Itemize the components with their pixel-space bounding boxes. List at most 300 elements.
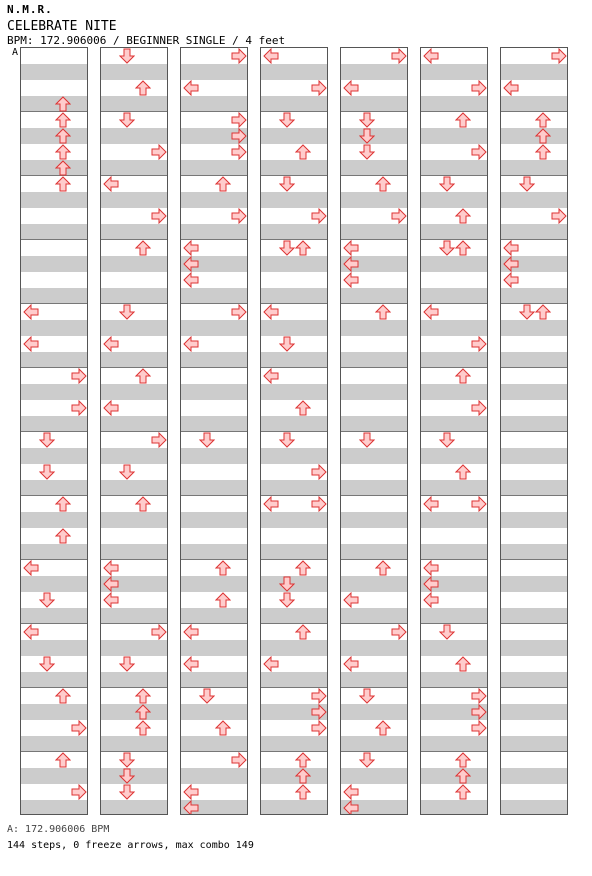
up-arrow-icon [535,304,551,320]
right-arrow-icon [311,208,327,224]
up-arrow-icon [535,112,551,128]
measure-line [21,239,87,240]
beat-band [261,192,327,208]
up-arrow-icon [55,128,71,144]
beat-band [21,480,87,496]
up-arrow-icon [135,368,151,384]
beat-band [101,704,167,720]
beat-band [421,800,487,815]
up-arrow-icon [455,784,471,800]
right-arrow-icon [471,80,487,96]
up-arrow-icon [375,176,391,192]
beat-band [501,416,567,432]
down-arrow-icon [439,624,455,640]
left-arrow-icon [343,240,359,256]
right-arrow-icon [231,144,247,160]
beat-band [101,416,167,432]
beat-band [261,416,327,432]
up-arrow-icon [455,368,471,384]
right-arrow-icon [311,496,327,512]
left-arrow-icon [183,256,199,272]
beat-band [501,160,567,176]
up-arrow-icon [135,720,151,736]
beat-band [341,416,407,432]
left-arrow-icon [423,560,439,576]
down-arrow-icon [119,112,135,128]
beat-band [181,608,247,624]
beat-band [501,544,567,560]
beat-band [21,192,87,208]
left-arrow-icon [23,304,39,320]
measure-line [501,367,567,368]
down-arrow-icon [519,176,535,192]
right-arrow-icon [151,624,167,640]
right-arrow-icon [71,400,87,416]
right-arrow-icon [311,688,327,704]
beat-band [341,64,407,80]
left-arrow-icon [423,576,439,592]
left-arrow-icon [183,80,199,96]
beat-band [261,160,327,176]
footer-stats: 144 steps, 0 freeze arrows, max combo 149 [7,840,254,851]
up-arrow-icon [55,112,71,128]
right-arrow-icon [471,144,487,160]
up-arrow-icon [295,240,311,256]
measure-line [21,111,87,112]
right-arrow-icon [391,48,407,64]
down-arrow-icon [439,176,455,192]
up-arrow-icon [55,752,71,768]
beat-band [261,352,327,368]
up-arrow-icon [455,464,471,480]
beat-band [101,256,167,272]
down-arrow-icon [359,688,375,704]
measure-line [341,559,407,560]
beat-band [21,672,87,688]
down-arrow-icon [439,432,455,448]
beat-band [501,448,567,464]
beat-band [421,768,487,784]
right-arrow-icon [471,336,487,352]
chart-column [260,47,328,815]
right-arrow-icon [471,496,487,512]
right-arrow-icon [471,688,487,704]
song-artist: N.M.R. [7,3,53,16]
up-arrow-icon [55,688,71,704]
left-arrow-icon [103,576,119,592]
down-arrow-icon [279,432,295,448]
right-arrow-icon [231,128,247,144]
left-arrow-icon [183,656,199,672]
beat-band [501,192,567,208]
beat-band [261,96,327,112]
beat-band [421,160,487,176]
beat-band [261,512,327,528]
beat-band [181,192,247,208]
left-arrow-icon [183,624,199,640]
measure-line [501,111,567,112]
beat-band [21,608,87,624]
up-arrow-icon [55,496,71,512]
beat-band [21,224,87,240]
down-arrow-icon [279,176,295,192]
beat-band [21,416,87,432]
left-arrow-icon [183,784,199,800]
left-arrow-icon [103,592,119,608]
beat-band [101,608,167,624]
down-arrow-icon [359,144,375,160]
measure-line [501,495,567,496]
beat-band [181,224,247,240]
measure-line [501,431,567,432]
chart-column [20,47,88,815]
right-arrow-icon [311,464,327,480]
down-arrow-icon [39,464,55,480]
beat-band [21,320,87,336]
measure-line [101,495,167,496]
up-arrow-icon [535,128,551,144]
left-arrow-icon [343,272,359,288]
up-arrow-icon [455,768,471,784]
left-arrow-icon [343,80,359,96]
left-arrow-icon [263,496,279,512]
measure-line [421,111,487,112]
beat-band [341,576,407,592]
down-arrow-icon [279,240,295,256]
down-arrow-icon [359,752,375,768]
beat-band [501,384,567,400]
beat-band [421,320,487,336]
left-arrow-icon [423,592,439,608]
left-arrow-icon [263,656,279,672]
right-arrow-icon [151,144,167,160]
measure-line [181,559,247,560]
right-arrow-icon [71,368,87,384]
left-arrow-icon [343,256,359,272]
left-arrow-icon [103,176,119,192]
left-arrow-icon [343,784,359,800]
up-arrow-icon [295,144,311,160]
beat-band [181,576,247,592]
measure-line [501,687,567,688]
left-arrow-icon [343,592,359,608]
up-arrow-icon [535,144,551,160]
beat-band [261,320,327,336]
up-arrow-icon [295,768,311,784]
measure-line [101,239,167,240]
beat-band [21,800,87,815]
footer-bpm: A: 172.906006 BPM [7,824,110,835]
up-arrow-icon [215,592,231,608]
beat-band [181,96,247,112]
beat-band [101,160,167,176]
down-arrow-icon [359,432,375,448]
beat-band [21,544,87,560]
beat-band [21,64,87,80]
beat-band [501,768,567,784]
beat-band [181,480,247,496]
beat-band [101,640,167,656]
beat-band [181,416,247,432]
beat-band [341,512,407,528]
down-arrow-icon [279,112,295,128]
beat-band [261,640,327,656]
beat-band [261,736,327,752]
beat-band [181,640,247,656]
beat-band [101,192,167,208]
measure-line [21,175,87,176]
beat-band [181,160,247,176]
beat-band [421,608,487,624]
down-arrow-icon [119,48,135,64]
up-arrow-icon [455,112,471,128]
beat-band [21,768,87,784]
beat-band [261,672,327,688]
beat-band [501,224,567,240]
beat-band [261,128,327,144]
beat-band [341,192,407,208]
beat-band [21,256,87,272]
up-arrow-icon [455,208,471,224]
beat-band [421,224,487,240]
measure-line [101,687,167,688]
up-arrow-icon [135,688,151,704]
measure-line [501,559,567,560]
beat-band [261,544,327,560]
down-arrow-icon [359,128,375,144]
chart-column [180,47,248,815]
beat-band [101,128,167,144]
left-arrow-icon [263,304,279,320]
beat-band [341,352,407,368]
right-arrow-icon [471,704,487,720]
beat-band [421,512,487,528]
measure-line [181,367,247,368]
beat-band [101,64,167,80]
beat-band [501,512,567,528]
beat-band [341,288,407,304]
measure-line [341,367,407,368]
beat-band [181,288,247,304]
left-arrow-icon [23,560,39,576]
beat-band [261,256,327,272]
beat-band [101,96,167,112]
beat-band [421,672,487,688]
measure-line [261,751,327,752]
right-arrow-icon [231,208,247,224]
down-arrow-icon [279,576,295,592]
up-arrow-icon [455,752,471,768]
beat-band [421,384,487,400]
down-arrow-icon [119,752,135,768]
beat-band [421,128,487,144]
up-arrow-icon [55,96,71,112]
up-arrow-icon [55,528,71,544]
up-arrow-icon [455,656,471,672]
measure-line [181,175,247,176]
beat-band [101,384,167,400]
beat-band [261,768,327,784]
beat-band [101,352,167,368]
measure-line [101,367,167,368]
beat-band [261,224,327,240]
beat-band [21,512,87,528]
beat-band [421,256,487,272]
beat-band [421,288,487,304]
left-arrow-icon [183,240,199,256]
measure-line [261,559,327,560]
beat-band [341,480,407,496]
down-arrow-icon [119,768,135,784]
up-arrow-icon [215,176,231,192]
beat-band [21,576,87,592]
right-arrow-icon [231,48,247,64]
beat-band [501,640,567,656]
beat-band [421,64,487,80]
beat-band [341,608,407,624]
right-arrow-icon [311,720,327,736]
up-arrow-icon [375,560,391,576]
beat-band [181,352,247,368]
beat-band [261,384,327,400]
beat-band [101,224,167,240]
left-arrow-icon [23,624,39,640]
left-arrow-icon [503,272,519,288]
beat-band [101,320,167,336]
beat-band [421,416,487,432]
chart-column [420,47,488,815]
beat-band [341,544,407,560]
beat-band [181,672,247,688]
beat-band [101,736,167,752]
up-arrow-icon [55,160,71,176]
beat-band [341,640,407,656]
right-arrow-icon [71,784,87,800]
down-arrow-icon [519,304,535,320]
left-arrow-icon [423,496,439,512]
beat-band [341,448,407,464]
measure-line [501,623,567,624]
bpm-marker-label: A [12,47,19,58]
up-arrow-icon [55,176,71,192]
beat-band [421,96,487,112]
right-arrow-icon [391,208,407,224]
down-arrow-icon [39,592,55,608]
beat-band [101,544,167,560]
right-arrow-icon [551,48,567,64]
beat-band [421,192,487,208]
beat-band [101,448,167,464]
up-arrow-icon [55,144,71,160]
left-arrow-icon [343,800,359,815]
left-arrow-icon [183,336,199,352]
beat-band [101,288,167,304]
beat-band [181,320,247,336]
beat-band [101,800,167,815]
left-arrow-icon [423,48,439,64]
measure-line [21,495,87,496]
beat-band [21,352,87,368]
beat-band [21,704,87,720]
down-arrow-icon [119,784,135,800]
beat-band [341,736,407,752]
song-title: CELEBRATE NITE [7,19,117,34]
down-arrow-icon [359,112,375,128]
beat-band [261,480,327,496]
beat-band [501,736,567,752]
measure-line [421,367,487,368]
up-arrow-icon [295,752,311,768]
down-arrow-icon [39,656,55,672]
beat-band [341,768,407,784]
beat-band [21,384,87,400]
beat-band [341,320,407,336]
right-arrow-icon [231,752,247,768]
down-arrow-icon [279,592,295,608]
beat-band [101,672,167,688]
beat-band [341,704,407,720]
beat-band [501,576,567,592]
down-arrow-icon [439,240,455,256]
right-arrow-icon [551,208,567,224]
beat-band [261,288,327,304]
beat-band [341,160,407,176]
chart-column [100,47,168,815]
left-arrow-icon [23,336,39,352]
beat-band [341,672,407,688]
left-arrow-icon [503,80,519,96]
measure-line [501,751,567,752]
beat-band [421,448,487,464]
up-arrow-icon [215,720,231,736]
chart-column [500,47,568,815]
down-arrow-icon [199,688,215,704]
left-arrow-icon [263,48,279,64]
up-arrow-icon [455,240,471,256]
beat-band [181,704,247,720]
beat-band [501,704,567,720]
beat-band [501,128,567,144]
beat-band [501,672,567,688]
beat-band [501,608,567,624]
beat-band [181,64,247,80]
beat-band [21,736,87,752]
beat-band [21,160,87,176]
measure-line [181,495,247,496]
up-arrow-icon [135,704,151,720]
down-arrow-icon [279,336,295,352]
up-arrow-icon [215,560,231,576]
beat-band [101,512,167,528]
up-arrow-icon [295,784,311,800]
beat-band [181,544,247,560]
beat-band [261,800,327,815]
left-arrow-icon [263,368,279,384]
left-arrow-icon [103,560,119,576]
right-arrow-icon [471,720,487,736]
measure-line [341,175,407,176]
right-arrow-icon [311,704,327,720]
beat-band [261,608,327,624]
down-arrow-icon [39,432,55,448]
down-arrow-icon [199,432,215,448]
left-arrow-icon [103,336,119,352]
up-arrow-icon [375,720,391,736]
left-arrow-icon [183,272,199,288]
measure-line [341,495,407,496]
up-arrow-icon [135,240,151,256]
up-arrow-icon [295,624,311,640]
